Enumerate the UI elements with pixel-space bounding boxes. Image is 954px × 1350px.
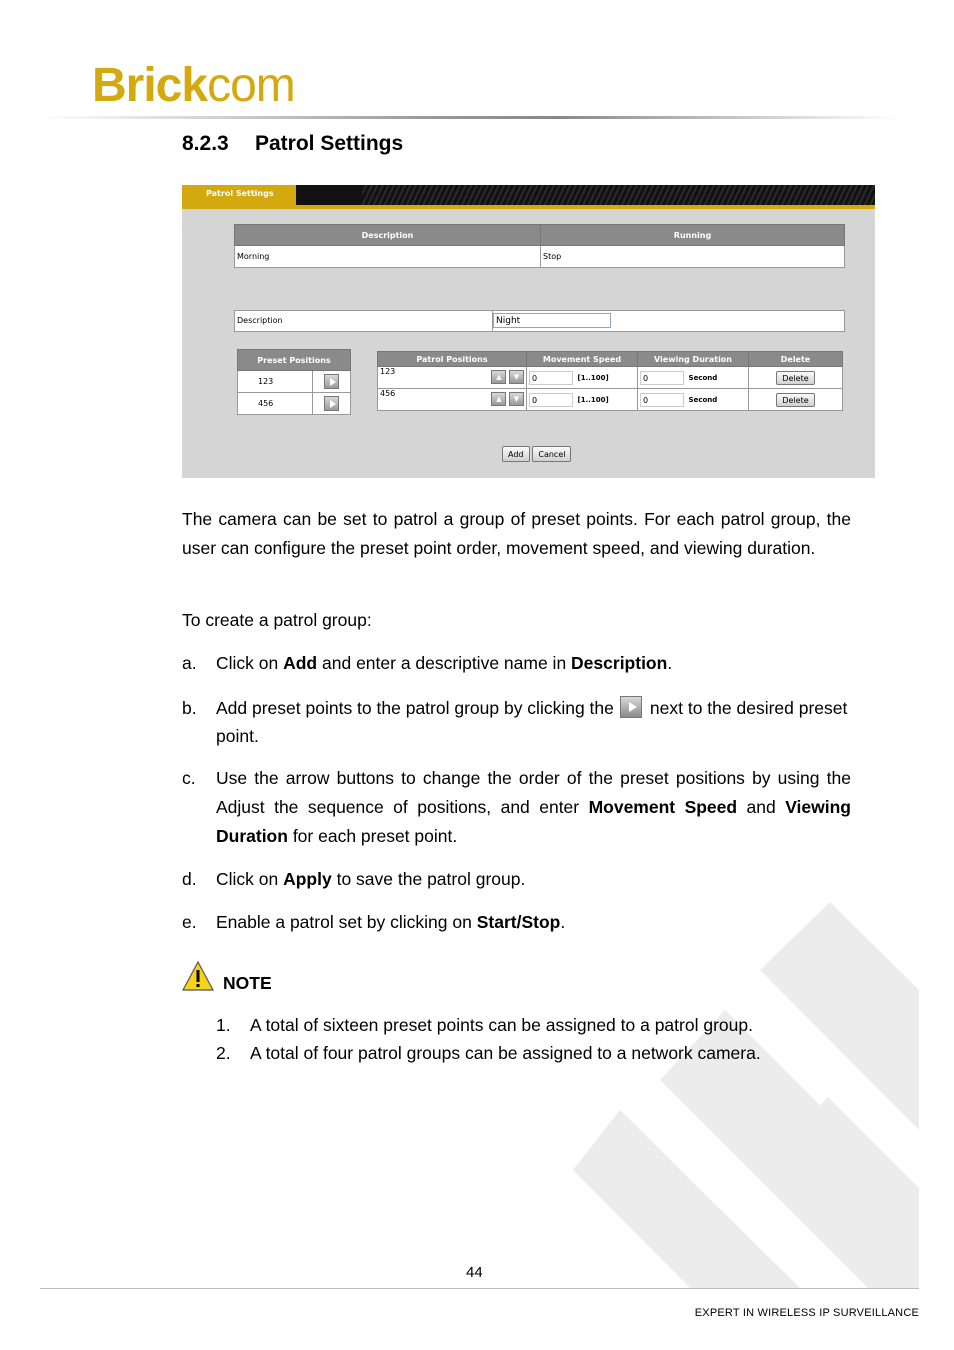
patrol-settings-screenshot	[182, 185, 875, 478]
add-button[interactable]: Add	[502, 446, 530, 462]
preset-value: 456	[238, 393, 313, 415]
logo-light-text: com	[207, 59, 295, 112]
list-item	[238, 393, 351, 415]
preset-positions-table	[237, 349, 351, 415]
step-text: next to the desired preset point.	[216, 698, 848, 746]
patrol-position-value: 456	[380, 389, 396, 398]
step-text: Add preset points to the patrol group by clicking the	[216, 698, 614, 718]
note-text: A total of sixteen preset points can be assigned to a patrol group.	[250, 1015, 753, 1035]
patrol-positions-table	[377, 351, 843, 411]
step-letter: d.	[182, 869, 197, 889]
step-c	[182, 764, 851, 851]
cell-description: Morning	[235, 246, 541, 268]
step-bold: Description	[571, 653, 668, 673]
cell-running[interactable]: Stop	[541, 246, 845, 268]
note-title: NOTE	[223, 973, 272, 993]
gold-divider	[182, 205, 875, 209]
note-number: 1.	[216, 1015, 231, 1035]
description-row	[234, 310, 845, 332]
step-bold: Viewing Duration	[216, 797, 851, 846]
delete-button[interactable]: Delete	[776, 371, 814, 385]
step-letter: a.	[182, 653, 197, 673]
step-d	[182, 865, 851, 894]
col-description: Description	[235, 225, 541, 246]
step-text: .	[560, 912, 566, 932]
step-text: Use the arrow buttons to change the order of the preset positions by using the Adjust the sequence of positions, and enter	[216, 768, 851, 817]
speed-range: [1..100]	[577, 395, 609, 404]
step-text: to save the patrol group.	[331, 869, 526, 889]
section-title: Patrol Settings	[255, 132, 404, 155]
move-up-icon[interactable]: ▲	[491, 392, 506, 406]
step-text: Click on	[216, 869, 284, 889]
patrol-position-value: 123	[380, 367, 396, 376]
step-text: Click on	[216, 653, 284, 673]
speed-range: [1..100]	[577, 373, 609, 382]
step-letter: e.	[182, 912, 197, 932]
table-row	[378, 367, 843, 389]
step-bold: Apply	[283, 869, 332, 889]
steps-intro: To create a patrol group:	[182, 610, 372, 630]
note-number: 2.	[216, 1043, 231, 1063]
brickcom-logo	[92, 59, 295, 112]
step-b	[182, 692, 851, 750]
move-down-icon[interactable]: ▼	[509, 392, 524, 406]
header-divider	[40, 116, 900, 119]
note-item	[216, 1039, 761, 1067]
preset-value: 123	[238, 371, 313, 393]
topbar-stripes	[362, 185, 875, 205]
play-icon	[620, 696, 642, 718]
step-a	[182, 649, 851, 678]
movement-speed-input[interactable]: 0	[529, 393, 573, 407]
logo-bold-text: Brick	[92, 59, 208, 112]
tab-patrol-settings[interactable]: Patrol Settings	[182, 185, 296, 205]
table-row[interactable]	[235, 246, 845, 268]
step-bold: Movement Speed	[588, 797, 738, 817]
add-preset-play-icon[interactable]	[324, 396, 339, 411]
step-letter: b.	[182, 698, 197, 718]
list-item	[238, 371, 351, 393]
description-input[interactable]: Night	[493, 313, 611, 328]
section-heading	[182, 132, 403, 156]
step-bold: Start/Stop	[476, 912, 561, 932]
table-row	[378, 389, 843, 411]
add-preset-play-icon[interactable]	[324, 374, 339, 389]
col-preset-positions: Preset Positions	[238, 350, 351, 371]
viewing-duration-input[interactable]: 0	[640, 371, 684, 385]
move-down-icon[interactable]: ▼	[509, 370, 524, 384]
description-label: Description	[237, 316, 283, 325]
col-running: Running	[541, 225, 845, 246]
section-number: 8.2.3	[182, 132, 229, 155]
duration-unit: Second	[688, 373, 718, 382]
step-e	[182, 908, 851, 937]
col-viewing-duration: Viewing Duration	[638, 352, 749, 367]
step-text: Enable a patrol set by clicking on	[216, 912, 477, 932]
step-text: .	[667, 653, 673, 673]
step-text: for each preset point.	[287, 826, 458, 846]
col-movement-speed: Movement Speed	[527, 352, 638, 367]
move-up-icon[interactable]: ▲	[491, 370, 506, 384]
col-delete: Delete	[749, 352, 843, 367]
page-number: 44	[466, 1264, 483, 1281]
warning-icon	[182, 960, 214, 992]
delete-button[interactable]: Delete	[776, 393, 814, 407]
viewing-duration-input[interactable]: 0	[640, 393, 684, 407]
note-text: A total of four patrol groups can be assigned to a network camera.	[250, 1043, 761, 1063]
movement-speed-input[interactable]: 0	[529, 371, 573, 385]
step-bold: Add	[283, 653, 318, 673]
intro-paragraph: The camera can be set to patrol a group of preset points. For each patrol group, the user can configure the preset point order, movement speed, and viewing duration.	[182, 509, 851, 558]
step-text: and enter a descriptive name in	[317, 653, 572, 673]
cancel-button[interactable]: Cancel	[532, 446, 571, 462]
footer-tagline: EXPERT IN WIRELESS IP SURVEILLANCE	[694, 1307, 919, 1319]
step-text: and	[737, 797, 786, 817]
col-patrol-positions: Patrol Positions	[378, 352, 527, 367]
duration-unit: Second	[688, 395, 718, 404]
step-letter: c.	[182, 768, 196, 788]
note-item	[216, 1011, 753, 1039]
patrol-list-table	[234, 224, 845, 268]
footer-divider	[40, 1288, 919, 1289]
form-buttons	[502, 446, 571, 462]
